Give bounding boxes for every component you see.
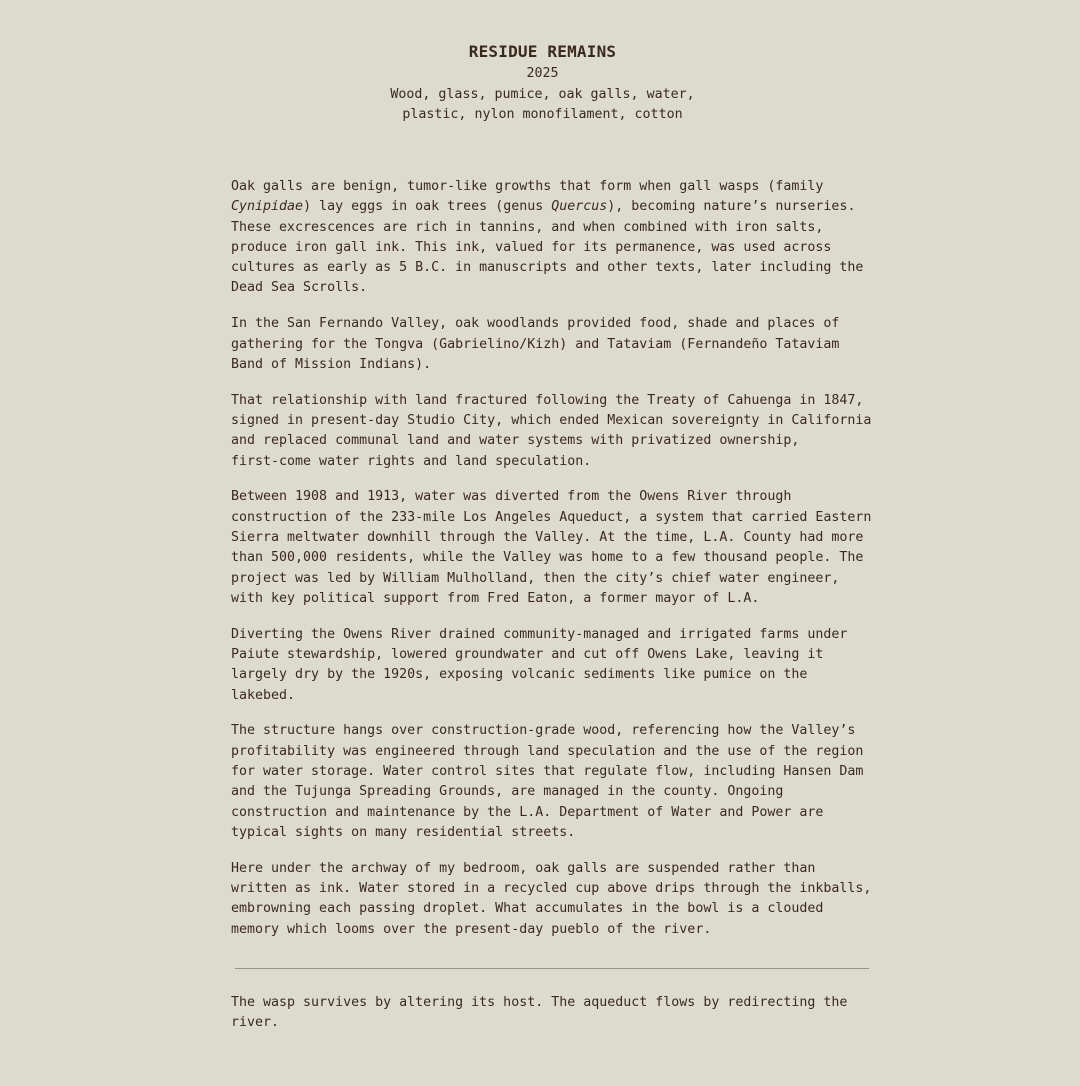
text-line: The structure hangs over construction-grade wood, referencing how the Valley’s: [231, 723, 856, 739]
text-line: The wasp survives by altering its host. The aqueduct flows by redirecting the: [231, 995, 848, 1010]
text-line: Here under the archway of my bedroom, oak galls are suspended rather than: [231, 860, 816, 876]
text-line: and the Tujunga Spreading Grounds, are managed in the county. Ongoing: [231, 784, 784, 800]
italic-term-cynipidae: Cynipidae: [231, 199, 304, 215]
text-line: written as ink. Water stored in a recycled cup above drips through the inkballs,: [231, 880, 872, 896]
text-line: embrowning each passing droplet. What accumulates in the bowl is a clouded: [231, 901, 824, 917]
artwork-year: 2025: [526, 66, 559, 81]
text-line: project was led by William Mulholland, then the city’s chief water engineer,: [231, 570, 840, 586]
text-line: typical sights on many residential streets.: [231, 824, 576, 840]
header: [0, 40, 1080, 126]
text-line: That relationship with land fractured following the Treaty of Cahuenga in 1847,: [231, 392, 864, 408]
paragraph-owens-river: [231, 625, 879, 706]
text-line: construction of the 233-mile Los Angeles Aqueduct, a system that carried Eastern: [231, 509, 872, 525]
text-line: signed in present-day Studio City, which ended Mexican sovereignty in California: [231, 412, 872, 428]
text-line: profitability was engineered through land speculation and the use of the region: [231, 743, 864, 759]
text-line: than 500,000 residents, while the Valley was home to a few thousand people. The: [231, 550, 864, 566]
text-line: and replaced communal land and water systems with privatized ownership,: [231, 433, 800, 449]
text-line: [231, 197, 879, 217]
text-segment: ), becoming nature’s nurseries.: [607, 199, 856, 215]
text-line: Sierra meltwater downhill through the Valley. At the time, L.A. County had more: [231, 529, 864, 545]
text-line: Between 1908 and 1913, water was diverted from the Owens River through: [231, 489, 792, 505]
text-line: with key political support from Fred Eaton, a former mayor of L.A.: [231, 590, 760, 606]
text-line: Band of Mission Indians).: [231, 356, 432, 372]
text-line: Oak galls are benign, tumor-like growths that form when gall wasps (family: [231, 179, 824, 194]
text-line: largely dry by the 1920s, exposing volcanic sediments like pumice on the: [231, 667, 808, 683]
text-line: first-come water rights and land speculation.: [231, 453, 592, 469]
text-line: memory which looms over the present-day pueblo of the river.: [231, 921, 712, 937]
italic-term-quercus: Quercus: [551, 199, 608, 215]
text-line: These excrescences are rich in tannins, and when combined with iron salts,: [231, 219, 824, 235]
text-line: Paiute stewardship, lowered groundwater and cut off Owens Lake, leaving it: [231, 646, 824, 662]
paragraph-oak-galls: [231, 177, 879, 299]
paragraph-san-fernando-valley: [231, 314, 879, 375]
page-title: RESIDUE REMAINS: [468, 42, 617, 61]
text-line: lakebed.: [231, 687, 296, 703]
materials-line-2: plastic, nylon monofilament, cotton: [402, 107, 683, 122]
closing-statement: [231, 993, 879, 1034]
materials-line-1: Wood, glass, pumice, oak galls, water,: [390, 86, 695, 102]
text-line: In the San Fernando Valley, oak woodlands provided food, shade and places of: [231, 316, 840, 332]
paragraph-structure: [231, 721, 879, 843]
text-line: Dead Sea Scrolls.: [231, 280, 368, 296]
text-line: construction and maintenance by the L.A. Department of Water and Power are: [231, 804, 824, 820]
text-line: gathering for the Tongva (Gabrielino/Kizh) and Tataviam (Fernandeño Tataviam: [231, 336, 840, 352]
artwork-description: [231, 177, 879, 955]
text-line: produce iron gall ink. This ink, valued for its permanence, was used across: [231, 239, 832, 255]
paragraph-archway: [231, 859, 879, 940]
paragraph-treaty-of-cahuenga: [231, 391, 879, 472]
text-line: cultures as early as 5 B.C. in manuscripts and other texts, later including the: [231, 260, 864, 276]
paragraph-aqueduct: [231, 487, 879, 609]
text-segment: ) lay eggs in oak trees (genus: [303, 199, 552, 215]
text-line: river.: [231, 1015, 280, 1031]
section-divider: [235, 968, 869, 969]
text-line: for water storage. Water control sites that regulate flow, including Hansen Dam: [231, 763, 864, 779]
text-line: Diverting the Owens River drained community-managed and irrigated farms under: [231, 626, 848, 642]
